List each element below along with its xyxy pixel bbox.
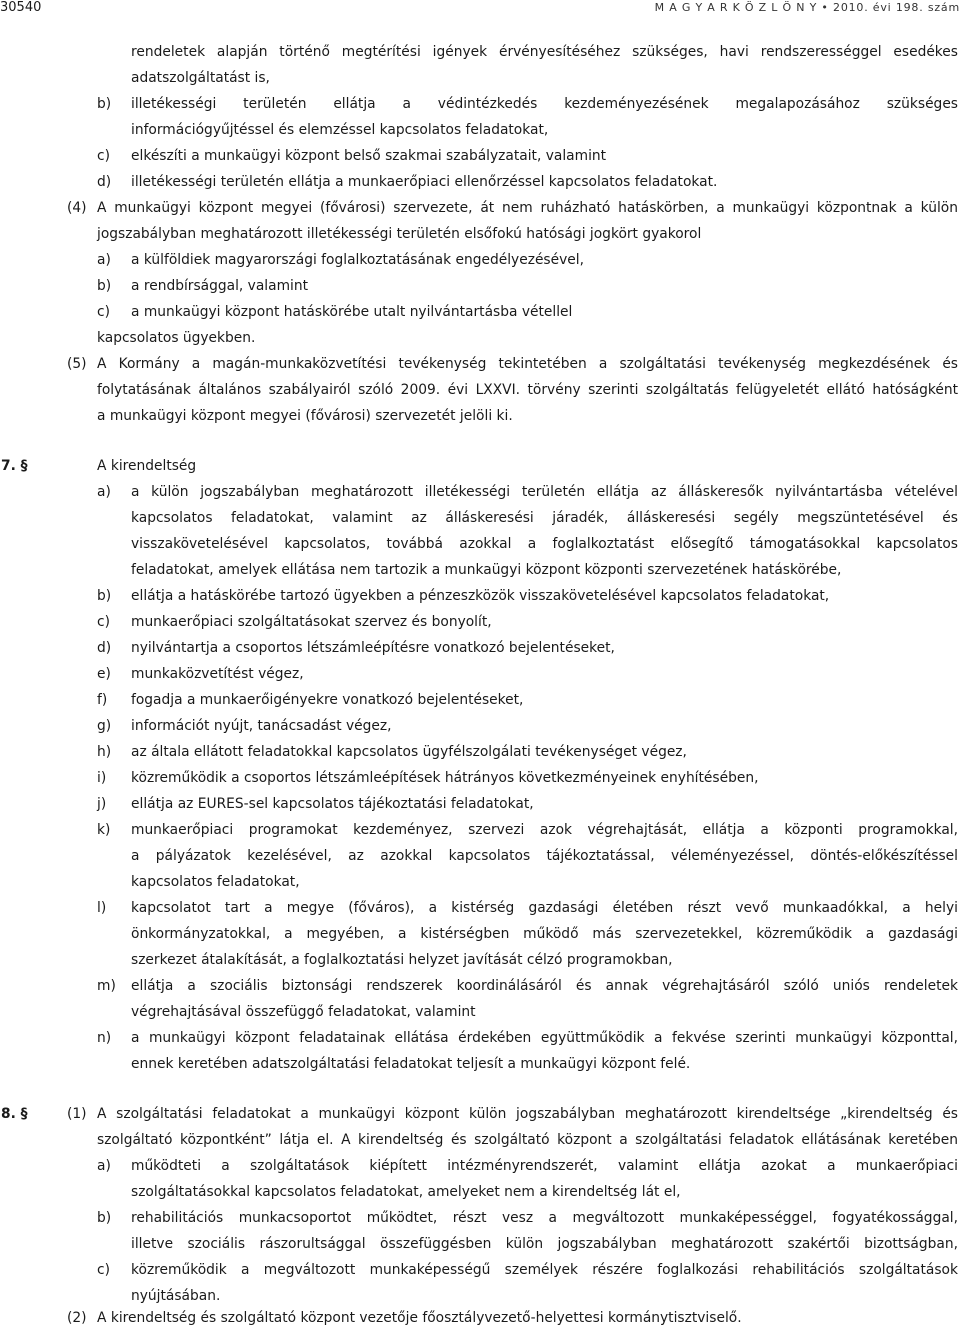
- text-line: a rendbírsággal, valamint: [131, 278, 309, 294]
- item-label: i): [97, 770, 107, 786]
- text-line: nyújtásában.: [131, 1288, 221, 1304]
- item-label: e): [97, 666, 111, 682]
- text-line: működteti a szolgáltatások kiépített intézményrendszerét, valamint ellátja azokat a munkaerőpiaci: [131, 1158, 958, 1174]
- text-line: szolgáltató központként” látja el. A kirendeltség és szolgáltató központ a szolgáltatási feladatok ellátásának keretében: [97, 1132, 958, 1148]
- text-line: végrehajtásával összefüggő feladatokat, valamint: [131, 1004, 476, 1020]
- text-line: az általa ellátott feladatokkal kapcsolatos ügyfélszolgálati tevékenységet végez,: [131, 744, 687, 760]
- text-line: kapcsolatos ügyekben.: [97, 330, 256, 346]
- text-line: jogszabályban meghatározott illetékességi területén elsőfokú hatósági jogkört gyakorol: [97, 226, 702, 242]
- journal-header: M A G Y A R K Ö Z L Ö N Y • 2010. évi 198. szám: [654, 1, 960, 14]
- text-line: ellátja az EURES-sel kapcsolatos tájékoztatási feladatokat,: [131, 796, 534, 812]
- text-line: ellátja a szociális biztonsági rendszerek koordinálásáról és annak végrehajtásáról szóló uniós rendeletek: [131, 978, 958, 994]
- item-label: c): [97, 148, 110, 164]
- text-line: A szolgáltatási feladatokat a munkaügyi központ külön jogszabályban meghatározott kirendeltsége „kirendeltség és: [97, 1106, 958, 1122]
- item-label: n): [97, 1030, 112, 1046]
- text-line: a külföldiek magyarországi foglalkoztatásának engedélyezésével,: [131, 252, 584, 268]
- text-line: információgyűjtéssel és elemzéssel kapcsolatos feladatokat,: [131, 122, 549, 138]
- text-line: a pályázatok kezelésével, az azokkal kapcsolatos tájékoztatással, véleményezéssel, döntés-előkészítéssel: [131, 848, 958, 864]
- text-line: elkészíti a munkaügyi központ belső szakmai szabályzatait, valamint: [131, 148, 607, 164]
- item-label: k): [97, 822, 111, 838]
- text-line: munkaerőpiaci szolgáltatásokat szervez és bonyolít,: [131, 614, 492, 630]
- text-line: feladatokat, amelyek ellátása nem tartozik a munkaügyi központ központi szervezetének hatáskörébe,: [131, 562, 842, 578]
- text-line: nyilvántartja a csoportos létszámleépítésre vonatkozó bejelentéseket,: [131, 640, 615, 656]
- paragraph-number: (2): [67, 1310, 87, 1326]
- item-label: b): [97, 278, 112, 294]
- text-line: A munkaügyi központ megyei (fővárosi) szervezete, át nem ruházható hatáskörben, a munkaügyi központnak a külön: [97, 200, 958, 216]
- item-label: c): [97, 614, 110, 630]
- text-line: rehabilitációs munkacsoportot működtet, részt vesz a megváltozott munkaképességgel, fogyatékossággal,: [131, 1210, 958, 1226]
- text-line: önkormányzatokkal, a megyében, a kistérségben működő más szervezetekkel, közreműködik a gazdasági: [131, 926, 958, 942]
- paragraph-number: (5): [67, 356, 87, 372]
- text-line: szerkezet átalakítását, a foglalkoztatási helyzet javítását célzó programokban,: [131, 952, 673, 968]
- text-line: ellátja a hatáskörébe tartozó ügyekben a pénzeszközök visszakövetelésével kapcsolatos feladatokat,: [131, 588, 830, 604]
- item-label: c): [97, 304, 110, 320]
- item-label: h): [97, 744, 112, 760]
- text-line: visszakövetelésével kapcsolatos, továbbá azokkal a foglalkoztatást elősegítő támogatásokkal kapcsolatos: [131, 536, 958, 552]
- text-line: munkaközvetítést végez,: [131, 666, 304, 682]
- item-label: d): [97, 640, 112, 656]
- text-line: A kirendeltség és szolgáltató központ vezetője főosztályvezető-helyettesi kormánytisztviselő.: [97, 1310, 742, 1326]
- text-line: közreműködik a megváltozott munkaképességű személyek részére foglalkozási rehabilitációs szolgáltatások: [131, 1262, 958, 1278]
- text-line: a munkaügyi központ megyei (fővárosi) szervezetét jelöli ki.: [97, 408, 513, 424]
- text-line: illetékességi területén ellátja a munkaerőpiaci ellenőrzéssel kapcsolatos feladatokat.: [131, 174, 718, 190]
- item-label: a): [97, 484, 111, 500]
- text-line: A Kormány a magán-munkaközvetítési tevékenység tekintetében a szolgáltatási tevékenység megkezdésének és: [97, 356, 958, 372]
- item-label: c): [97, 1262, 110, 1278]
- text-line: munkaerőpiaci programokat kezdeményez, szervezi azok végrehajtását, ellátja a központi programokkal,: [131, 822, 958, 838]
- item-label: b): [97, 588, 112, 604]
- text-line: kapcsolatos feladatokat, valamint az álláskeresési járadék, álláskeresési segély megszüntetésével és: [131, 510, 958, 526]
- item-label: l): [97, 900, 107, 916]
- text-line: közreműködik a csoportos létszámleépítések hátrányos következményeinek enyhítésében,: [131, 770, 759, 786]
- text-line: kapcsolatot tart a megye (főváros), a kistérség gazdasági életében részt vevő munkaadókkal, a helyi: [131, 900, 958, 916]
- text-line: rendeletek alapján történő megtérítési igények érvényesítéséhez szükséges, havi rendszerességgel esedékes: [131, 44, 958, 60]
- item-label: m): [97, 978, 116, 994]
- paragraph-number: (4): [67, 200, 87, 216]
- text-line: illetékességi területén ellátja a védintézkedés kezdeményezésének megalapozásához szükséges: [131, 96, 958, 112]
- item-label: a): [97, 1158, 111, 1174]
- section-number: 8. §: [1, 1106, 28, 1122]
- text-line: a külön jogszabályban meghatározott illetékességi területén ellátja az álláskeresők nyilvántartásba vételével: [131, 484, 958, 500]
- text-line: illetve szociális rászorultsággal összefüggésben külön jogszabályban meghatározott szakértői bizottságban,: [131, 1236, 958, 1252]
- text-line: kapcsolatos feladatokat,: [131, 874, 300, 890]
- page-number: 30540: [0, 0, 42, 15]
- item-label: j): [97, 796, 107, 812]
- text-line: adatszolgáltatást is,: [131, 70, 270, 86]
- text-line: a munkaügyi központ feladatainak ellátása érdekében együttműködik a fekvése szerinti munkaügyi központtal,: [131, 1030, 958, 1046]
- text-line: a munkaügyi központ hatáskörébe utalt nyilvántartásba vétellel: [131, 304, 573, 320]
- text-line: információt nyújt, tanácsadást végez,: [131, 718, 392, 734]
- paragraph-number: (1): [67, 1106, 87, 1122]
- text-line: szolgáltatásokkal kapcsolatos feladatokat, amelyeket nem a kirendeltség lát el,: [131, 1184, 681, 1200]
- item-label: f): [97, 692, 108, 708]
- item-label: g): [97, 718, 112, 734]
- text-line: ennek keretében adatszolgáltatási feladatokat teljesít a munkaügyi központ felé.: [131, 1056, 691, 1072]
- item-label: a): [97, 252, 111, 268]
- item-label: b): [97, 96, 112, 112]
- item-label: d): [97, 174, 112, 190]
- section-title: A kirendeltség: [97, 458, 197, 474]
- text-line: fogadja a munkaerőigényekre vonatkozó bejelentéseket,: [131, 692, 524, 708]
- item-label: b): [97, 1210, 112, 1226]
- text-line: folytatásának általános szabályairól szóló 2009. évi LXXVI. törvény szerinti szolgáltatás felügyeletét ellátó hatóságként: [97, 382, 958, 398]
- section-number: 7. §: [1, 458, 28, 474]
